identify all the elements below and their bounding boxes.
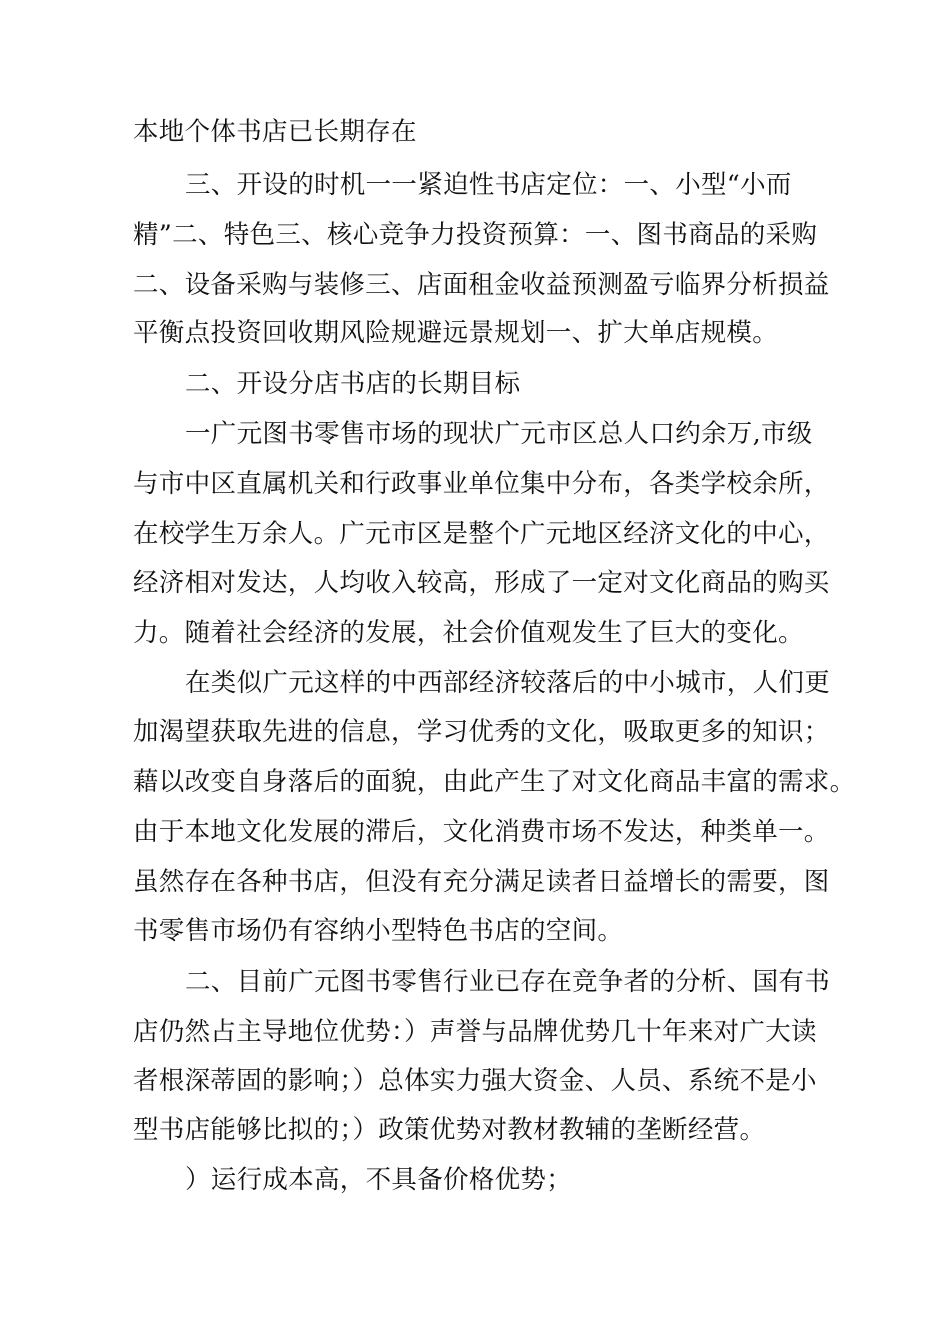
text-line: 力。随着社会经济的发展，社会价值观发生了巨大的变化。 xyxy=(133,618,804,648)
text-line: 二、设备采购与装修三、店面租金收益预测盈亏临界分析损益 xyxy=(133,270,830,300)
text-line: 平衡点投资回收期风险规避远景规划一、扩大单店规模。 xyxy=(133,318,779,348)
text-line: 一广元图书零售市场的现状广元市区总人口约余万,市级 xyxy=(185,419,813,449)
text-line: 本地个体书店已长期存在 xyxy=(133,117,417,147)
text-line: 在校学生万余人。广元市区是整个广元地区经济文化的中心， xyxy=(133,519,830,549)
text-line: 店仍然占主导地位优势：）声誉与品牌优势几十年来对广大读 xyxy=(133,1017,817,1047)
text-line: 书零售市场仍有容纳小型特色书店的空间。 xyxy=(133,916,624,946)
text-line: 虽然存在各种书店，但没有充分满足读者日益增长的需要，图 xyxy=(133,867,830,897)
text-line: 与市中区直属机关和行政事业单位集中分布，各类学校余所， xyxy=(133,469,830,499)
text-line: 经济相对发达，人均收入较高，形成了一定对文化商品的购买 xyxy=(133,568,830,598)
text-line: 二、目前广元图书零售行业已存在竞争者的分析、国有书 xyxy=(185,967,831,997)
text-line: 加渴望获取先进的信息，学习优秀的文化，吸取更多的知识； xyxy=(133,717,830,747)
text-line: 三、开设的时机一一紧迫性书店定位：一、小型“小而 xyxy=(185,170,792,200)
text-line: 型书店能够比拟的；）政策优势对教材教辅的垄断经营。 xyxy=(133,1115,766,1145)
text-line: ）运行成本高，不具备价格优势； xyxy=(185,1165,573,1195)
text-line: 精”二、特色三、核心竞争力投资预算：一、图书商品的采购 xyxy=(133,220,818,250)
text-line: 者根深蒂固的影响；）总体实力强大资金、人员、系统不是小 xyxy=(133,1066,817,1096)
text-line: 在类似广元这样的中西部经济较落后的中小城市，人们更 xyxy=(185,668,831,698)
text-line: 藉以改变自身落后的面貌，由此产生了对文化商品丰富的需求。 xyxy=(133,767,856,797)
text-line: 二、开设分店书店的长期目标 xyxy=(185,369,521,399)
text-line: 由于本地文化发展的滞后，文化消费市场不发达，种类单一。 xyxy=(133,817,830,847)
